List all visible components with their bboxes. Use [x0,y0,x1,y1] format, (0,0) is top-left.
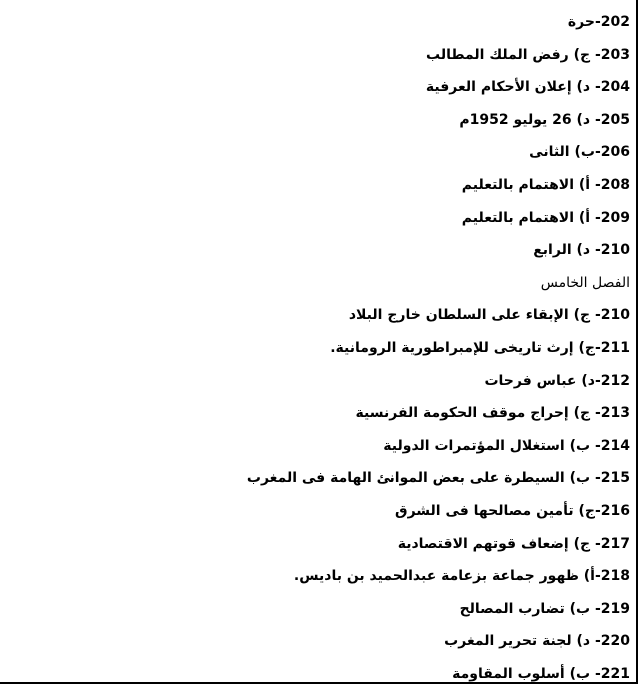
answer-line: 205- د) 26 يوليو 1952م [459,111,630,128]
answer-line: 218-أ) ظهور جماعة بزعامة عبدالحميد بن باديس. [293,568,630,585]
answer-line: 208- أ) الاهتمام بالتعليم [461,176,630,193]
answer-line: 210- د) الرابع [533,242,630,259]
answer-line: 204- د) إعلان الأحكام العرفية [425,79,630,96]
answer-line: 213- ج) إحراج موقف الحكومة الفرنسية [355,405,630,422]
answer-list [10,6,630,690]
answer-line: 215- ب) السيطرة على بعض الموانئ الهامة فى المغرب [246,470,630,487]
answer-line: 221- ب) أسلوب المقاومة [452,665,630,682]
answer-line: 214- ب) استغلال المؤتمرات الدولية [383,437,630,454]
answer-line: 220- د) لجنة تحرير المغرب [444,633,630,650]
answer-line: 210- ج) الإبقاء على السلطان خارج البلاد [348,307,630,324]
section-heading: الفصل الخامس [540,274,630,291]
answer-line: 209- أ) الاهتمام بالتعليم [461,209,630,226]
answer-line: 206-ب) الثانى [529,144,630,161]
answer-line: 216-ج) تأمين مصالحها فى الشرق [395,502,630,519]
answer-line: 203- ج) رفض الملك المطالب [426,46,630,63]
answer-line: 211-ج) إرث تاريخى للإمبراطورية الرومانية. [330,339,630,356]
answer-line: 219- ب) تضارب المصالح [459,600,630,617]
answer-line: 217- ج) إضعاف قوتهم الاقتصادية [397,535,630,552]
answer-line: 212-د) عباس فرحات [484,372,630,389]
answer-line: 202-حرة [567,14,630,30]
